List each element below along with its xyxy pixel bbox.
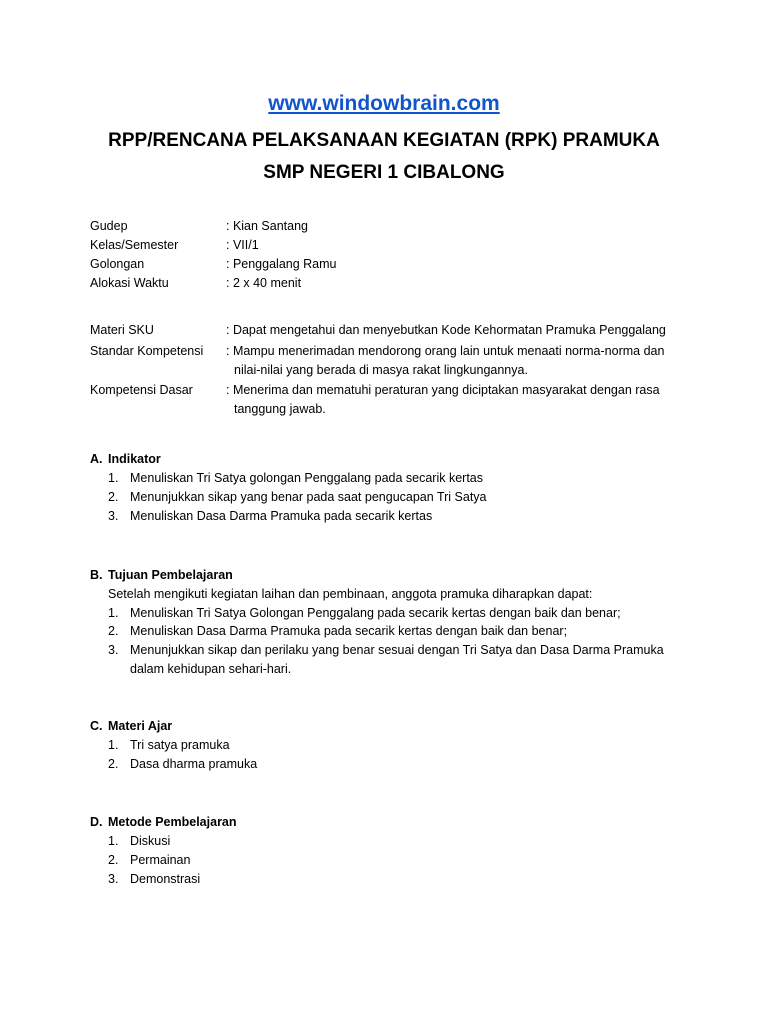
- list-text: Menuliskan Tri Satya Golongan Penggalang pada secarik kertas dengan baik dan benar;: [130, 606, 621, 620]
- section-a-heading: [90, 450, 161, 469]
- section-c-heading: [90, 717, 172, 736]
- materi-sku-value: : Dapat mengetahui dan menyebutkan Kode Kehormatan Pramuka Penggalang: [226, 323, 666, 337]
- list-text-line1: Menunjukkan sikap dan perilaku yang benar sesuai dengan Tri Satya dan Dasa Darma Pramuka: [130, 643, 664, 657]
- list-number: 3.: [108, 643, 119, 657]
- info-value: : Kian Santang: [226, 219, 309, 233]
- info-value: : VII/1: [226, 238, 259, 252]
- list-text: Dasa dharma pramuka: [130, 757, 258, 771]
- document-title: RPP/RENCANA PELAKSANAAN KEGIATAN (RPK) PRAMUKA: [108, 130, 660, 151]
- list-text: Tri satya pramuka: [130, 738, 230, 752]
- section-b-heading: [90, 566, 233, 585]
- list-number: 3.: [108, 872, 119, 886]
- list-number: 1.: [108, 471, 119, 485]
- info-label: Alokasi Waktu: [90, 276, 169, 290]
- list-text-line2: dalam kehidupan sehari-hari.: [130, 662, 292, 676]
- kompetensi-dasar-line2: tanggung jawab.: [234, 402, 326, 416]
- standar-kompetensi-line2: nilai-nilai yang berada di masya rakat lingkungannya.: [234, 363, 528, 377]
- section-b-intro: Setelah mengikuti kegiatan laihan dan pembinaan, anggota pramuka diharapkan dapat:: [108, 587, 593, 601]
- info-label: Kelas/Semester: [90, 238, 179, 252]
- standar-kompetensi-label: Standar Kompetensi: [90, 344, 204, 358]
- info-value: : Penggalang Ramu: [226, 257, 337, 271]
- materi-sku-label: Materi SKU: [90, 323, 154, 337]
- section-d-heading: [90, 813, 237, 832]
- section-title: Metode Pembelajaran: [108, 815, 237, 829]
- info-label: Gudep: [90, 219, 128, 233]
- section-title: Tujuan Pembelajaran: [108, 568, 233, 582]
- section-letter: D.: [90, 815, 103, 829]
- list-text: Diskusi: [130, 834, 171, 848]
- section-title: Materi Ajar: [108, 719, 173, 733]
- list-number: 2.: [108, 853, 119, 867]
- list-number: 1.: [108, 834, 119, 848]
- info-row-kelas: [90, 236, 690, 255]
- list-text: Permainan: [130, 853, 191, 867]
- section-letter: A.: [90, 452, 103, 466]
- info-value: : 2 x 40 menit: [226, 276, 302, 290]
- list-text: Menuliskan Dasa Darma Pramuka pada secarik kertas: [130, 509, 433, 523]
- materi-sku-row: [90, 321, 690, 340]
- list-text: Menunjukkan sikap yang benar pada saat pengucapan Tri Satya: [130, 490, 487, 504]
- list-number: 2.: [108, 757, 119, 771]
- kompetensi-dasar-label: Kompetensi Dasar: [90, 383, 193, 397]
- school-name: SMP NEGERI 1 CIBALONG: [263, 162, 505, 183]
- list-text: Menuliskan Dasa Darma Pramuka pada secarik kertas dengan baik dan benar;: [130, 624, 568, 638]
- standar-kompetensi-line1: : Mampu menerimadan mendorong orang lain untuk menaati norma-norma dan: [226, 344, 665, 358]
- list-number: 1.: [108, 606, 119, 620]
- section-letter: B.: [90, 568, 103, 582]
- list-number: 2.: [108, 490, 119, 504]
- info-row-gudep: [90, 217, 690, 236]
- info-row-golongan: [90, 255, 690, 274]
- info-row-alokasi: [90, 274, 690, 293]
- section-letter: C.: [90, 719, 103, 733]
- list-number: 3.: [108, 509, 119, 523]
- list-text: Menuliskan Tri Satya golongan Penggalang pada secarik kertas: [130, 471, 483, 485]
- info-label: Golongan: [90, 257, 145, 271]
- kompetensi-dasar-line1: : Menerima dan mematuhi peraturan yang diciptakan masyarakat dengan rasa: [226, 383, 660, 397]
- website-link[interactable]: www.windowbrain.com: [268, 92, 500, 115]
- list-text: Demonstrasi: [130, 872, 201, 886]
- list-number: 2.: [108, 624, 119, 638]
- section-title: Indikator: [108, 452, 161, 466]
- list-number: 1.: [108, 738, 119, 752]
